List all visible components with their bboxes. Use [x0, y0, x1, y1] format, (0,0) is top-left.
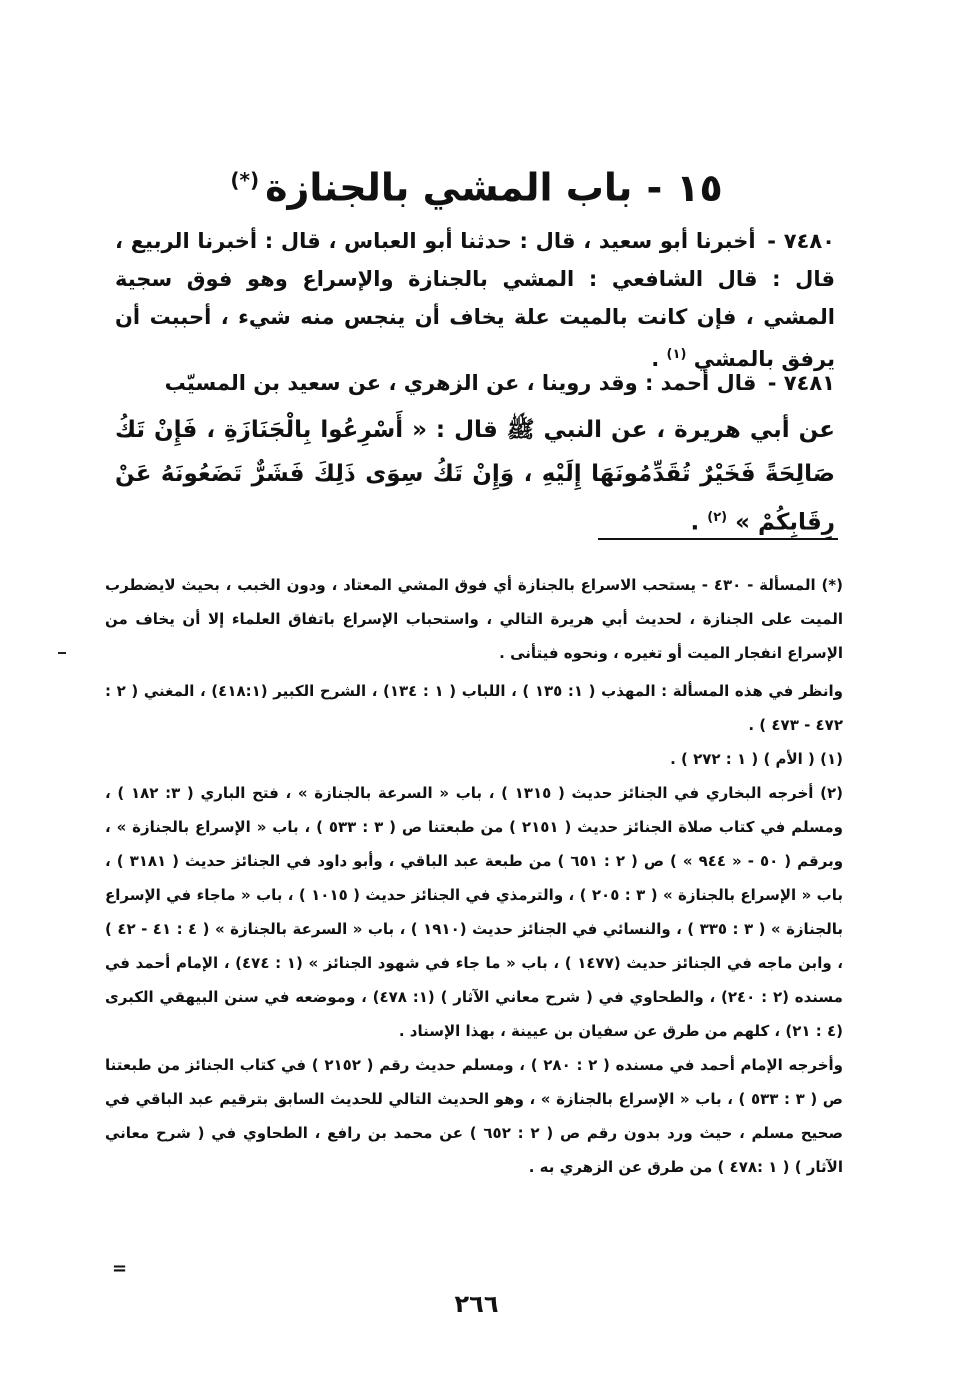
continuation-mark: = [112, 1258, 128, 1279]
chapter-title-text: باب المشي بالجنازة [265, 165, 633, 210]
hadith-number: ٧٤٨١ - [767, 371, 835, 395]
footnote-2: (٢) أخرجه البخاري في الجنائز حديث ( ١٣١٥ ) ، باب « السرعة بالجنازة » ، فتح الباري ( ٣: ١٨٢ ) ، ومسلم في كتاب صلاة الجنائز حديث ( ٢١٥١ ) من طبعتنا ص ( ٣ : ٥٣٣ ) ، باب « الإسراع بالجنازة » ، وبرقم ( ٥٠ - « ٩٤٤ » ) ص ( ٢ : ٦٥١ ) من طبعة عبد الباقي ، وأبو داود في الجنائز حديث ( ٣١٨١ ) ، باب « الإسراع بالجنازة » ( ٣ : ٢٠٥ ) ، والترمذي في الجنائز حديث ( ١٠١٥ ) ، باب « ماجاء في الإسراع بالجنازة » ( ٣ : ٣٣٥ ) ، والنسائي في الجنائز حديث (١٩١٠ ) ، باب « السرعة بالجنازة » ( ٤ : ٤١ - ٤٢ ) ، وابن ماجه في الجنائز حديث (١٤٧٧ ) ، باب « ما جاء في شهود الجنائز » (١ : ٤٧٤) ، الإمام أحمد في مسنده (٢ : ٢٤٠) ، والطحاوي في ( شرح معاني الآثار ) (١: ٤٧٨) ، وموضعه في سنن البيهقي الكبرى (٤ : ٢١) ، كلهم من طرق عن سفيان بن عيينة ، بهذا الإسناد . [105, 784, 844, 1040]
footnote-star-refs: وانظر في هذه المسألة : المهذب ( ١: ١٣٥ ) ، اللباب ( ١ : ١٣٤) ، الشرح الكبير (٤١٨:١) ، المغني ( ٢ : ٤٧٢ - ٤٧٣ ) . [105, 682, 843, 734]
footnote-divider [598, 538, 838, 540]
chapter-dash: - [646, 165, 663, 210]
paragraph-text: عن أبي هريرة ، عن النبي ﷺ قال : « أَسْرِعُوا بِالْجَنَازَةِ ، فَإِنْ تَكُ صَالِحَةً فَخَيْرٌ تُقَدِّمُونَهَا إِلَيْهِ ، وَإِنْ تَكُ سِوَى ذَلِكَ فَشَرٌّ تَضَعُونَهُ عَنْ رِقَابِكُمْ » [115, 417, 835, 536]
chapter-note-marker: (*) [230, 168, 260, 192]
footnote-1: (١) ( الأم ) ( ١ : ٢٧٢ ) . [670, 750, 843, 768]
paragraph-text: أخبرنا أبو سعيد ، قال : حدثنا أبو العباس ، قال : أخبرنا الربيع ، قال : قال الشافعي : المشي بالجنازة والإسراع وهو فوق سجية المشي ، فإن كانت بالميت علة يخاف أن ينجس منه شيء ، أحببت أن يرفق بالمشي [115, 229, 835, 371]
page-number: ٢٦٦ [454, 1290, 499, 1318]
paragraph-7480 [115, 222, 835, 378]
paragraph-7481 [115, 364, 835, 402]
footnotes [105, 568, 843, 1184]
chapter-number: ١٥ [676, 165, 723, 210]
chapter-title [0, 150, 953, 218]
footnote-ref: (١) [666, 347, 687, 362]
footnote-star: (*) المسألة - ٤٣٠ - يستحب الاسراع بالجنازة أي فوق المشي المعتاد ، ودون الخبب ، بحيث لايضطرب الميت على الجنازة ، لحديث أبي هريرة التالي ، واستحباب الإسراع باتفاق العلماء إلا أن يخاف من الإسراع انفجار الميت أو تغيره ، ونحوه فيتأنى . [105, 576, 844, 662]
margin-mark [58, 652, 66, 654]
footnote-ref: (٢) [707, 510, 728, 525]
hadith-number: ٧٤٨٠ - [767, 229, 835, 253]
footnote-2-continued: وأخرجه الإمام أحمد في مسنده ( ٢ : ٢٨٠ ) ، ومسلم حديث رقم ( ٢١٥٢ ) في كتاب الجنائز من طبعتنا ص ( ٣ : ٥٣٣ ) ، باب « الإسراع بالجنازة » ، وهو الحديث التالي للحديث السابق بترقيم عبد الباقي في صحيح مسلم ، حيث ورد بدون رقم ص ( ٢ : ٦٥٢ ) عن محمد بن رافع ، الطحاوي في ( شرح معاني الآثار ) ( ١ :٤٧٨ ) من طرق عن الزهري به . [105, 1056, 843, 1176]
paragraph-text: قال أحمد : وقد روينا ، عن الزهري ، عن سعيد بن المسيّب [164, 371, 757, 395]
paragraph-end: . [690, 509, 700, 536]
hadith-text [115, 408, 835, 545]
paragraph-end: . [651, 347, 660, 371]
